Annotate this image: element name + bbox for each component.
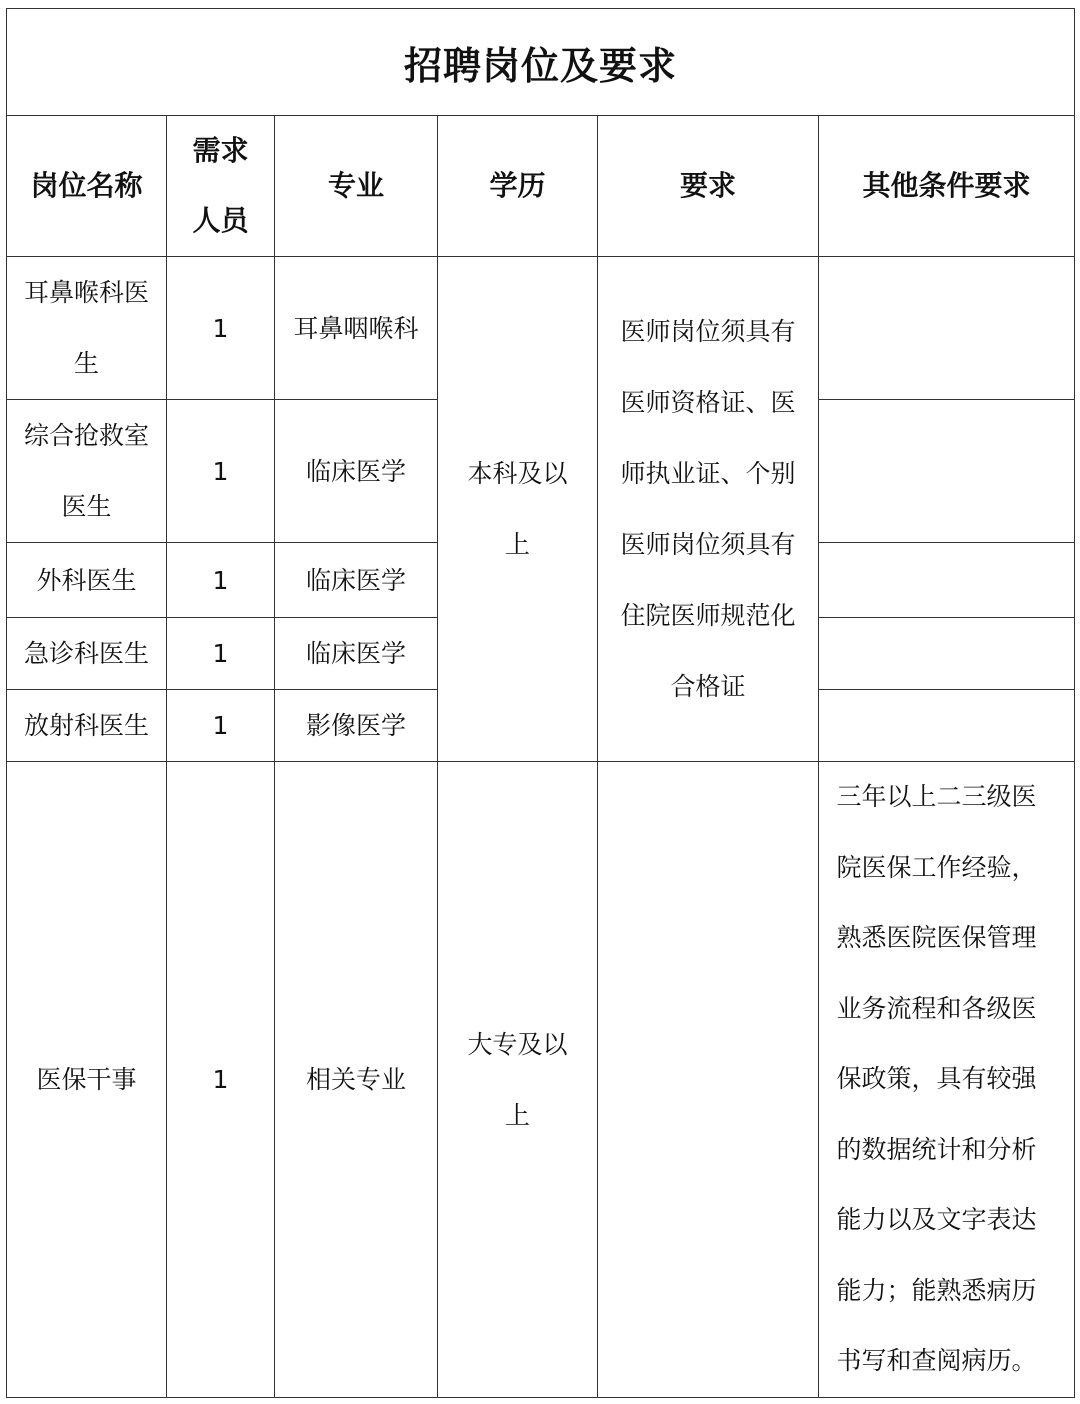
position-count: 1 (167, 543, 275, 618)
position-requirement (598, 762, 819, 1398)
table-row (7, 257, 1075, 400)
header-requirement: 要求 (598, 116, 819, 257)
table-title: 招聘岗位及要求 (7, 9, 1075, 116)
recruitment-table (6, 8, 1075, 1398)
header-education: 学历 (438, 116, 598, 257)
position-major: 临床医学 (275, 543, 438, 618)
position-count: 1 (167, 690, 275, 762)
position-name: 外科医生 (7, 543, 167, 618)
header-row (7, 116, 1075, 257)
header-count: 需求人员 (167, 116, 275, 257)
position-name: 综合抢救室医生 (7, 400, 167, 543)
header-other: 其他条件要求 (819, 116, 1075, 257)
position-other: 三年以上二三级医院医保工作经验，熟悉医院医保管理业务流程和各级医保政策，具有较强的数据统计和分析能力以及文字表达能力；能熟悉病历书写和查阅病历。 (819, 762, 1075, 1398)
position-count: 1 (167, 618, 275, 690)
other-empty (819, 543, 1075, 618)
position-count: 1 (167, 257, 275, 400)
position-name: 耳鼻喉科医生 (7, 257, 167, 400)
other-empty (819, 257, 1075, 400)
recruitment-sheet (6, 8, 1074, 1396)
table-row (7, 762, 1075, 1398)
position-education: 大专及以上 (438, 762, 598, 1398)
other-empty (819, 400, 1075, 543)
position-name: 医保干事 (7, 762, 167, 1398)
position-major: 耳鼻咽喉科 (275, 257, 438, 400)
position-major: 临床医学 (275, 400, 438, 543)
position-major: 相关专业 (275, 762, 438, 1398)
position-count: 1 (167, 762, 275, 1398)
position-name: 放射科医生 (7, 690, 167, 762)
other-empty (819, 690, 1075, 762)
position-count: 1 (167, 400, 275, 543)
position-name: 急诊科医生 (7, 618, 167, 690)
position-major: 临床医学 (275, 618, 438, 690)
other-empty (819, 618, 1075, 690)
position-major: 影像医学 (275, 690, 438, 762)
education-group1: 本科及以上 (438, 257, 598, 762)
header-major: 专业 (275, 116, 438, 257)
header-name: 岗位名称 (7, 116, 167, 257)
requirement-group1: 医师岗位须具有医师资格证、医师执业证、个别医师岗位须具有住院医师规范化合格证 (598, 257, 819, 762)
